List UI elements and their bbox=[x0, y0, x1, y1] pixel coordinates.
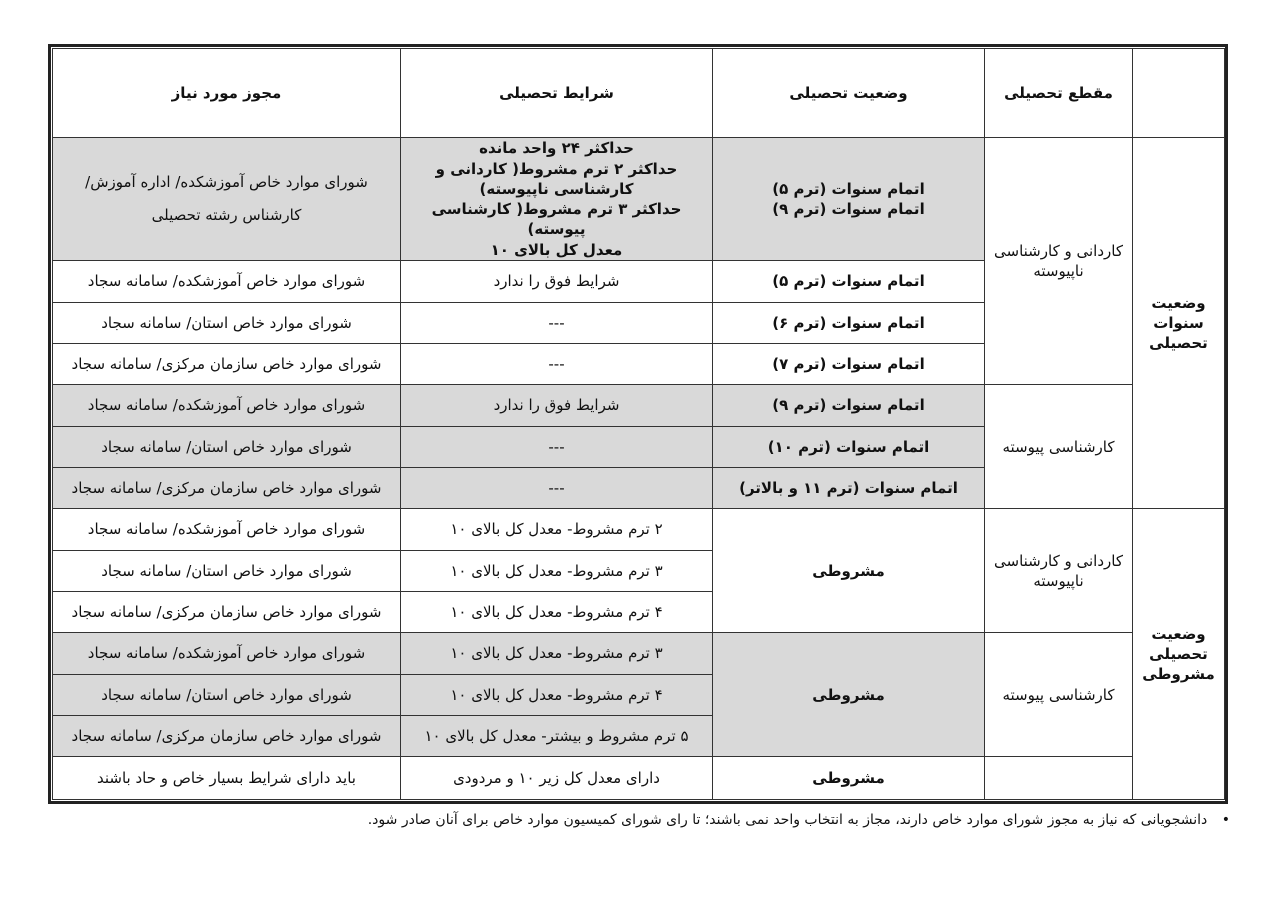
permit-cell: باید دارای شرایط بسیار خاص و حاد باشند bbox=[53, 757, 401, 800]
header-stage: مقطع تحصیلی bbox=[985, 49, 1133, 138]
stage-noncontinuous: کاردانی و کارشناسی ناپیوسته bbox=[985, 137, 1133, 385]
conditions-cell: --- bbox=[401, 426, 713, 467]
status-cell: اتمام سنوات (ترم ۵) bbox=[713, 261, 985, 302]
conditions-cell: ۳ ترم مشروط- معدل کل بالای ۱۰ bbox=[401, 633, 713, 674]
status-line: اتمام سنوات (ترم ۵) bbox=[772, 179, 925, 198]
conditions-cell: --- bbox=[401, 468, 713, 509]
table-row bbox=[53, 509, 1225, 550]
permit-cell: شورای موارد خاص سازمان مرکزی/ سامانه سجاد bbox=[53, 468, 401, 509]
condition-line: حداکثر ۲۴ واحد مانده bbox=[479, 139, 634, 158]
footnote-text: دانشجویانی که نیاز به مجوز شورای موارد خاص دارند، مجاز به انتخاب واحد نمی باشند؛ تا رای شورای کمیسیون موارد خاص برای آنان صادر شود. bbox=[367, 812, 1208, 828]
permit-cell: شورای موارد خاص سازمان مرکزی/ سامانه سجاد bbox=[53, 716, 401, 757]
status-cell: اتمام سنوات (ترم ۷) bbox=[713, 344, 985, 385]
stage-noncontinuous: کاردانی و کارشناسی ناپیوسته bbox=[985, 509, 1133, 633]
footnote bbox=[60, 812, 1230, 828]
bullet-icon: • bbox=[1221, 812, 1230, 828]
permit-cell: شورای موارد خاص استان/ سامانه سجاد bbox=[53, 674, 401, 715]
table-row bbox=[53, 633, 1225, 674]
conditions-cell: ۳ ترم مشروط- معدل کل بالای ۱۰ bbox=[401, 550, 713, 591]
header-row bbox=[53, 49, 1225, 138]
status-cell: اتمام سنوات (ترم ۱۱ و بالاتر) bbox=[713, 468, 985, 509]
permit-cell: شورای موارد خاص سازمان مرکزی/ سامانه سجاد bbox=[53, 592, 401, 633]
status-cell: اتمام سنوات (ترم ۱۰) bbox=[713, 426, 985, 467]
conditions-cell: دارای معدل کل زیر ۱۰ و مردودی bbox=[401, 757, 713, 800]
header-permit: مجوز مورد نیاز bbox=[53, 49, 401, 138]
conditions-cell: شرایط فوق را ندارد bbox=[401, 385, 713, 426]
permit-cell: شورای موارد خاص آموزشکده/ سامانه سجاد bbox=[53, 633, 401, 674]
conditions-cell: --- bbox=[401, 344, 713, 385]
permit-cell: شورای موارد خاص استان/ سامانه سجاد bbox=[53, 426, 401, 467]
regulations-table bbox=[52, 48, 1225, 800]
category-mashroot: وضعیت تحصیلی مشروطی bbox=[1133, 509, 1225, 800]
permit-cell: شورای موارد خاص آموزشکده/ سامانه سجاد bbox=[53, 385, 401, 426]
table-row bbox=[53, 385, 1225, 426]
status-cell: مشروطی bbox=[713, 509, 985, 633]
table-row bbox=[53, 757, 1225, 800]
condition-line: معدل کل بالای ۱۰ bbox=[490, 240, 623, 259]
status-cell: مشروطی bbox=[713, 633, 985, 757]
header-category bbox=[1133, 49, 1225, 138]
permit-cell: شورای موارد خاص آموزشکده/ سامانه سجاد bbox=[53, 261, 401, 302]
conditions-cell: ۲ ترم مشروط- معدل کل بالای ۱۰ bbox=[401, 509, 713, 550]
status-cell: اتمام سنوات (ترم ۶) bbox=[713, 302, 985, 343]
header-status: وضعیت تحصیلی bbox=[713, 49, 985, 138]
condition-line: حداکثر ۳ ترم مشروط( کارشناسی پیوسته) bbox=[431, 200, 682, 239]
conditions-cell: ۵ ترم مشروط و بیشتر- معدل کل بالای ۱۰ bbox=[401, 716, 713, 757]
permit-cell: شورای موارد خاص استان/ سامانه سجاد bbox=[53, 550, 401, 591]
stage-continuous: کارشناسی پیوسته bbox=[985, 385, 1133, 509]
status-line: اتمام سنوات (ترم ۹) bbox=[772, 200, 925, 219]
permit-cell: شورای موارد خاص استان/ سامانه سجاد bbox=[53, 302, 401, 343]
stage-empty-cell bbox=[985, 757, 1133, 800]
category-sanavat: وضعیت سنوات تحصیلی bbox=[1133, 137, 1225, 509]
conditions-cell: ۴ ترم مشروط- معدل کل بالای ۱۰ bbox=[401, 592, 713, 633]
status-cell bbox=[713, 137, 985, 261]
permit-cell: شورای موارد خاص سازمان مرکزی/ سامانه سجاد bbox=[53, 344, 401, 385]
conditions-cell: ۴ ترم مشروط- معدل کل بالای ۱۰ bbox=[401, 674, 713, 715]
stage-continuous: کارشناسی پیوسته bbox=[985, 633, 1133, 757]
permit-cell: شورای موارد خاص آموزشکده/ سامانه سجاد bbox=[53, 509, 401, 550]
conditions-cell: شرایط فوق را ندارد bbox=[401, 261, 713, 302]
conditions-cell bbox=[401, 137, 713, 261]
permit-cell: شورای موارد خاص آموزشکده/ اداره آموزش/ کارشناس رشته تحصیلی bbox=[53, 137, 401, 261]
conditions-cell: --- bbox=[401, 302, 713, 343]
condition-line: حداکثر ۲ ترم مشروط( کاردانی و کارشناسی ناپیوسته) bbox=[435, 159, 678, 198]
status-cell: اتمام سنوات (ترم ۹) bbox=[713, 385, 985, 426]
status-cell: مشروطی bbox=[713, 757, 985, 800]
header-conditions: شرایط تحصیلی bbox=[401, 49, 713, 138]
table-row bbox=[53, 137, 1225, 261]
